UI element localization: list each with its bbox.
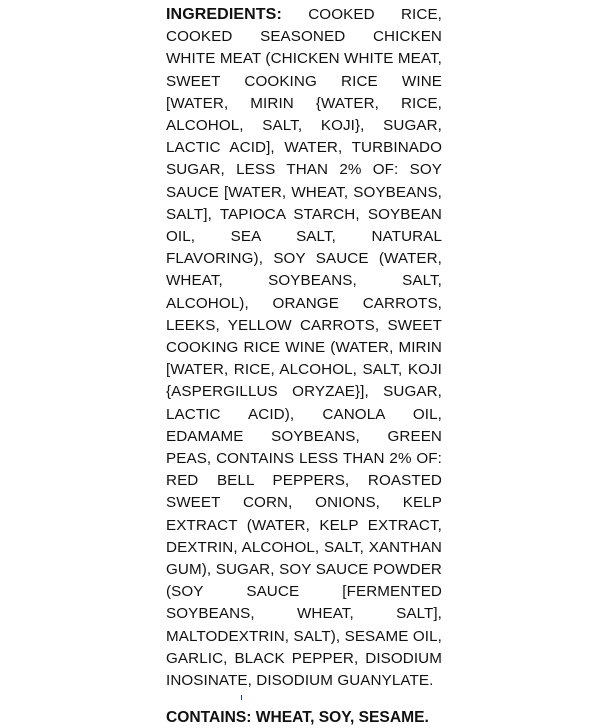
- ingredients-heading: INGREDIENTS:: [166, 6, 282, 23]
- ingredients-paragraph: [166, 4, 442, 692]
- ingredients-label-panel: [166, 4, 442, 728]
- print-mark: [241, 695, 242, 700]
- ingredients-list: COOKED RICE, COOKED SEASONED CHICKEN WHITE MEAT (CHICKEN WHITE MEAT, SWEET COOKING RICE WINE [WATER, MIRIN {WATER, RICE, ALCOHOL, SALT, KOJI}, SUGAR, LACTIC ACID], WATER, TURBINADO SUGAR, LESS THAN 2% OF: SOY SAUCE [WATER, WHEAT, SOYBEANS, SALT], TAPIOCA STARCH, SOYBEAN OIL, SEA SALT, NATURAL FLAVORING), SOY SAUCE (WATER, WHEAT, SOYBEANS, SALT, ALCOHOL), ORANGE CARROTS, LEEKS, YELLOW CARROTS, SWEET COOKING RICE WINE (WATER, MIRIN [WATER, RICE, ALCOHOL, SALT, KOJI {ASPERGILLUS ORYZAE}], SUGAR, LACTIC ACID), CANOLA OIL, EDAMAME SOYBEANS, GREEN PEAS, CONTAINS LESS THAN 2% OF: RED BELL PEPPERS, ROASTED SWEET CORN, ONIONS, KELP EXTRACT (WATER, KELP EXTRACT, DEXTRIN, ALCOHOL, SALT, XANTHAN GUM), SUGAR, SOY SAUCE POWDER (SOY SAUCE [FERMENTED SOYBEANS, WHEAT, SALT], MALTODEXTRIN, SALT), SESAME OIL, GARLIC, BLACK PEPPER, DISODIUM INOSINATE, DISODIUM GUANYLATE.: [166, 6, 442, 690]
- allergen-statement: CONTAINS: WHEAT, SOY, SESAME.: [166, 709, 429, 727]
